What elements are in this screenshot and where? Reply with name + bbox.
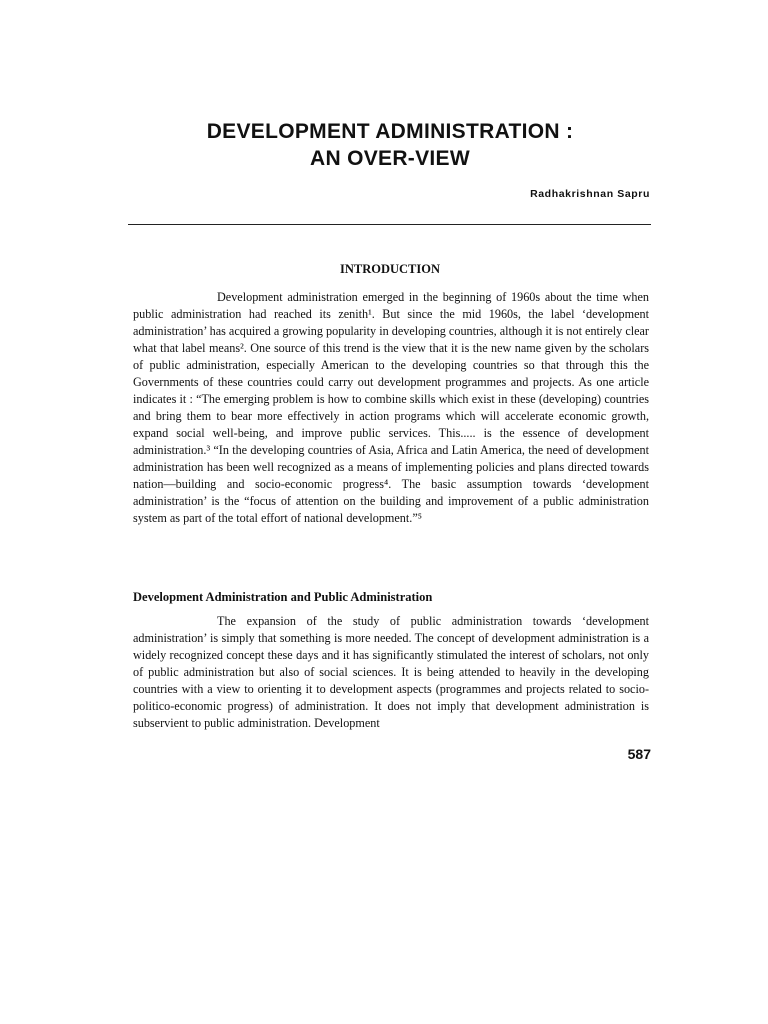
- section-heading-dev-admin-and-public-admin: Development Administration and Public Administration: [133, 590, 433, 604]
- page-number: 587: [627, 746, 651, 762]
- article-title-line-2: AN OVER-VIEW: [310, 147, 470, 170]
- article-title-line-1: DEVELOPMENT ADMINISTRATION :: [206, 120, 574, 143]
- author-name: Radhakrishnan Sapru: [530, 188, 650, 200]
- dev-admin-paragraph: The expansion of the study of public administration towards ‘development administration’ is simply that something is more needed. The concept of development administration is a widely recognized concept these days and it has significantly stimulated the interest of scholars, not only of public administration but also of social sciences. It is being attended to heavily in the developing countries with a view to orienting it to development aspects (programmes and projects related to socio-politico-economic progress) of administration. It does not imply that development administration is subservient to public administration. Development: [133, 614, 649, 730]
- introduction-paragraph: Development administration emerged in the beginning of 1960s about the time when public administration had reached its zenith¹. But since the mid 1960s, the label ‘development administration’ has acquired a growing popularity in developing countries, although it is not entirely clear what that label means². One source of this trend is the view that it is the new name given by the scholars of public administration, especially American to the developing countries so that through this the Governments of these countries could carry out development programmes and projects. As one article indicates it : “The emerging problem is how to combine skills which exist in these (developing) countries and bring them to bear more effectively in action programs which will accelerate economic growth, expand social well-being, and improve public services. This..... is the essence of development administration.³ “In the developing countries of Asia, Africa and Latin America, the need of development administration has been well recognized as a means of implementing policies and plans directed towards nation—building and socio-economic progress⁴. The basic assumption towards ‘development administration’ is the “focus of attention on the building and improvement of a public administration system as part of the total effort of national development.”⁵: [133, 290, 649, 525]
- header-divider: [128, 224, 651, 225]
- section-heading-introduction: INTRODUCTION: [339, 262, 440, 276]
